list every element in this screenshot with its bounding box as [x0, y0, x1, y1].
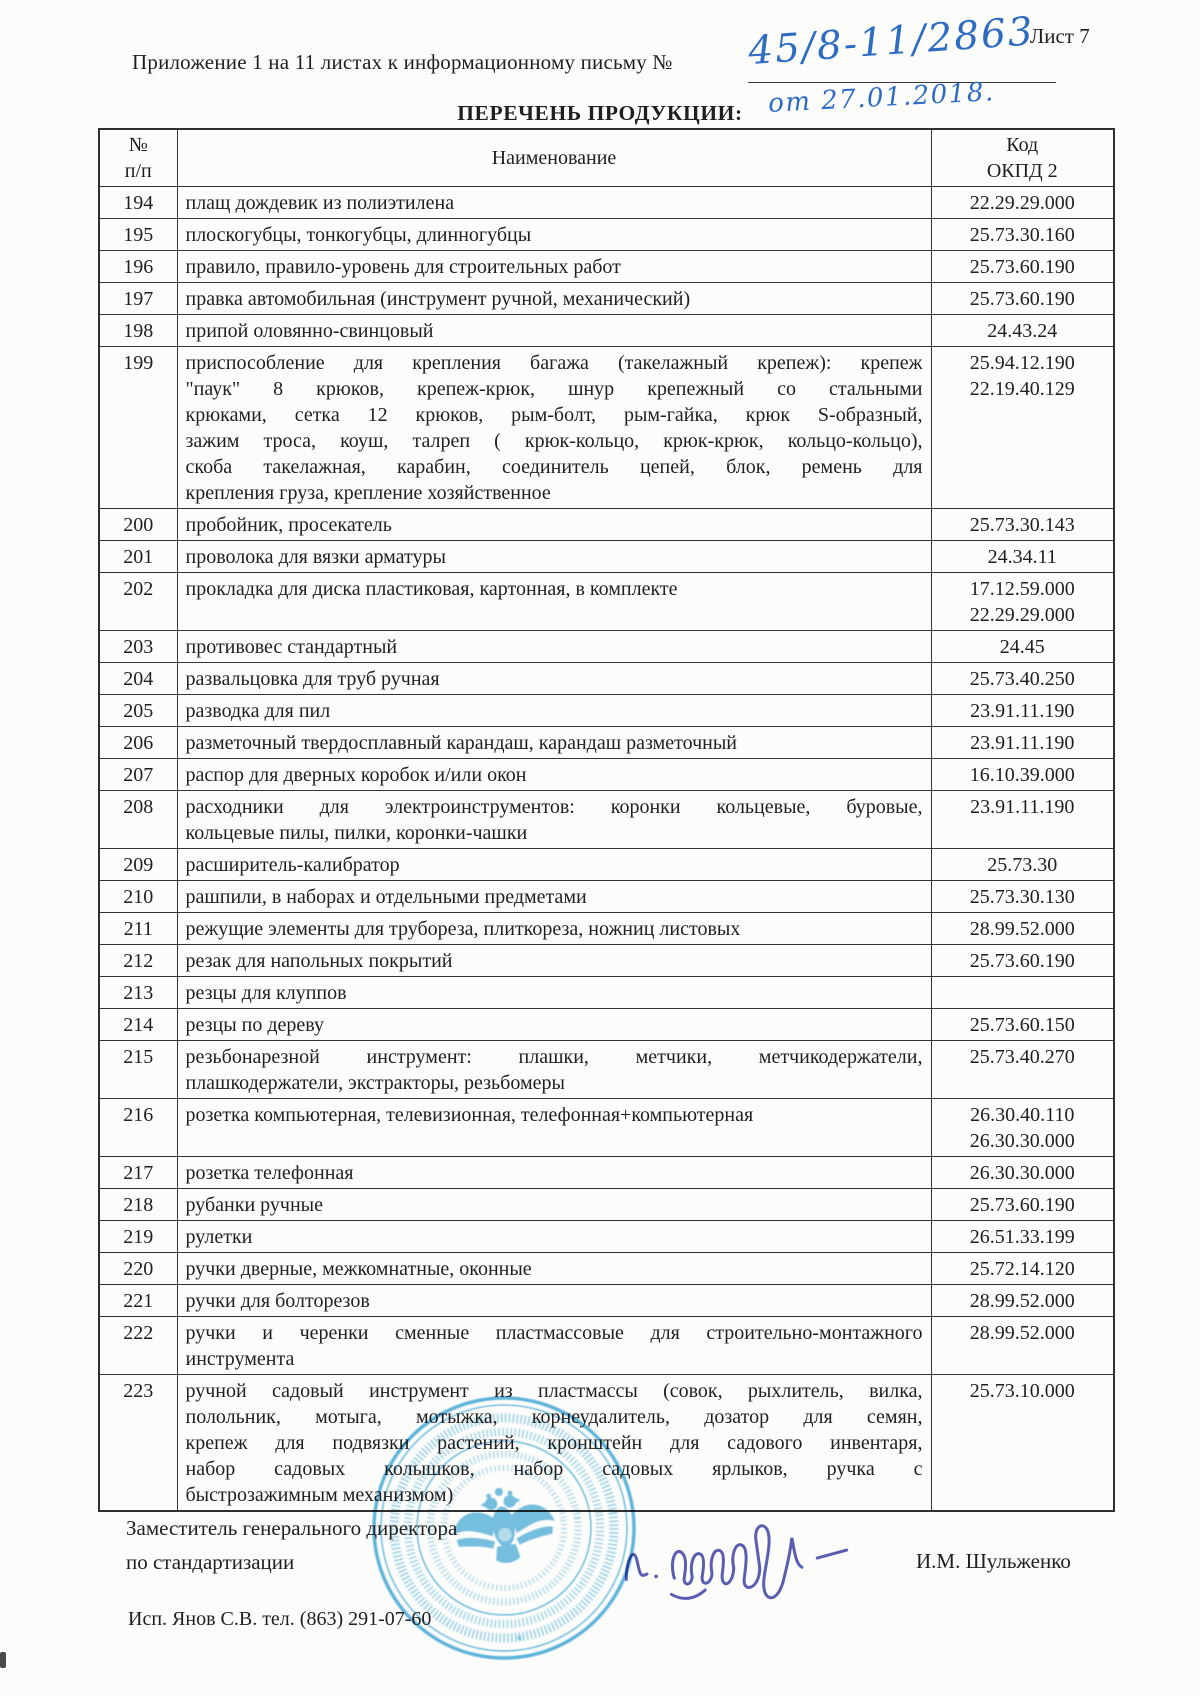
product-name-cell: [177, 881, 931, 913]
appendix-line: Приложение 1 на 11 листах к информационному письму №: [132, 50, 673, 74]
product-name-line: ручки дверные, межкомнатные, оконные: [185, 1258, 532, 1280]
product-name-line: ручки для болторезов: [185, 1290, 370, 1312]
product-name-line: приспособление для крепления багажа (такелажный крепеж): крепеж: [185, 352, 923, 374]
table-row: [99, 251, 1114, 283]
product-name-cell: [177, 1285, 931, 1317]
okpd2-code-cell: [931, 695, 1114, 727]
okpd2-code-cell: [931, 1317, 1114, 1375]
okpd2-code: 26.30.30.000: [969, 1130, 1075, 1152]
product-name-line: полольник, мотыга, мотыжка, корнеудалитель, дозатор для семян,: [185, 1406, 923, 1428]
row-number: 210: [99, 881, 177, 913]
product-name-cell: [177, 849, 931, 881]
row-number: 203: [99, 631, 177, 663]
product-name-cell: [177, 347, 931, 509]
table-row: [99, 791, 1114, 849]
okpd2-code-cell: [931, 1285, 1114, 1317]
row-number: 197: [99, 283, 177, 315]
okpd2-code-cell: [931, 283, 1114, 315]
product-name-line: скоба такелажная, карабин, соединитель цепей, блок, ремень для: [185, 456, 923, 478]
row-number: 213: [99, 977, 177, 1009]
product-name-cell: [177, 509, 931, 541]
okpd2-code: 23.91.11.190: [970, 700, 1075, 722]
okpd2-code: 25.73.30.143: [969, 514, 1075, 536]
okpd2-code: 28.99.52.000: [969, 1322, 1075, 1344]
header-name: [177, 129, 931, 187]
table-row: [99, 1285, 1114, 1317]
table-row: [99, 663, 1114, 695]
double-headed-eagle-icon: [448, 1481, 560, 1570]
okpd2-code-cell: [931, 1375, 1114, 1512]
product-name-line: припой оловянно-свинцовый: [185, 320, 434, 342]
table-row: [99, 573, 1114, 631]
handwritten-date: от 27.01.2018.: [767, 77, 996, 119]
okpd2-code: 28.99.52.000: [969, 918, 1075, 940]
row-number: 221: [99, 1285, 177, 1317]
product-name-cell: [177, 315, 931, 347]
row-number: 209: [99, 849, 177, 881]
table-row: [99, 913, 1114, 945]
product-name-cell: [177, 251, 931, 283]
header-num-line1: №: [128, 134, 148, 156]
product-name-cell: [177, 977, 931, 1009]
product-name-line: рубанки ручные: [185, 1194, 323, 1216]
okpd2-code: 22.29.29.000: [969, 192, 1075, 214]
row-number: 217: [99, 1157, 177, 1189]
signer-name: И.М. Шульженко: [916, 1549, 1071, 1573]
table-row: [99, 1009, 1114, 1041]
product-name-line: разметочный твердосплавный карандаш, карандаш разметочный: [185, 732, 738, 754]
product-name-cell: [177, 695, 931, 727]
okpd2-code: 24.34.11: [987, 546, 1057, 568]
table-row: [99, 881, 1114, 913]
product-name-line: рашпили, в наборах и отдельными предметами: [185, 886, 587, 908]
okpd2-code: 25.94.12.190: [969, 352, 1075, 374]
row-number: 194: [99, 187, 177, 219]
product-name-cell: [177, 631, 931, 663]
table-header-row: [99, 129, 1114, 187]
row-number: 205: [99, 695, 177, 727]
okpd2-code: 26.30.30.000: [969, 1162, 1075, 1184]
product-name-line: прокладка для диска пластиковая, картонная, в комплекте: [185, 578, 678, 600]
product-name-line: розетка компьютерная, телевизионная, телефонная+компьютерная: [185, 1104, 754, 1126]
product-name-cell: [177, 913, 931, 945]
product-name-line: режущие элементы для трубореза, плиткореза, ножниц листовых: [185, 918, 741, 940]
okpd2-code: 23.91.11.190: [970, 732, 1075, 754]
product-name-line: развальцовка для труб ручная: [185, 668, 440, 690]
header-code-line1: Код: [1006, 134, 1039, 156]
product-name-cell: [177, 187, 931, 219]
okpd2-code-cell: [931, 573, 1114, 631]
table-row: [99, 945, 1114, 977]
row-number: 223: [99, 1375, 177, 1512]
table-row: [99, 695, 1114, 727]
product-name-cell: [177, 219, 931, 251]
table-row: [99, 1317, 1114, 1375]
okpd2-code: 25.73.60.190: [969, 1194, 1075, 1216]
table-row: [99, 187, 1114, 219]
okpd2-code-cell: [931, 849, 1114, 881]
okpd2-code: 22.29.29.000: [969, 604, 1075, 626]
row-number: 198: [99, 315, 177, 347]
okpd2-code-cell: [931, 251, 1114, 283]
okpd2-code-cell: [931, 727, 1114, 759]
okpd2-code-cell: [931, 1041, 1114, 1099]
product-name-line: быстрозажимным механизмом): [185, 1484, 454, 1506]
product-name-line: плоскогубцы, тонкогубцы, длинногубцы: [185, 224, 532, 246]
table-row: [99, 1253, 1114, 1285]
table-row: [99, 509, 1114, 541]
handwritten-ref-number: 45/8-11/2863: [746, 9, 1037, 75]
product-name-line: разводка для пил: [185, 700, 331, 722]
product-name-line: правка автомобильная (инструмент ручной, механический): [185, 288, 691, 310]
okpd2-code: 25.73.60.190: [969, 288, 1075, 310]
products-table: [98, 128, 1115, 1512]
row-number: 202: [99, 573, 177, 631]
product-name-cell: [177, 945, 931, 977]
okpd2-code-cell: [931, 791, 1114, 849]
product-name-cell: [177, 791, 931, 849]
row-number: 195: [99, 219, 177, 251]
table-row: [99, 727, 1114, 759]
row-number: 207: [99, 759, 177, 791]
signer-position-line1: Заместитель генерального директора: [126, 1516, 458, 1540]
row-number: 204: [99, 663, 177, 695]
product-name-cell: [177, 283, 931, 315]
table-row: [99, 541, 1114, 573]
row-number: 216: [99, 1099, 177, 1157]
okpd2-code-cell: [931, 315, 1114, 347]
okpd2-code-cell: [931, 663, 1114, 695]
product-name-line: резьбонарезной инструмент: плашки, метчики, метчикодержатели,: [185, 1046, 923, 1068]
header-name-label: Наименование: [491, 147, 617, 169]
okpd2-code: 25.73.40.250: [969, 668, 1075, 690]
okpd2-code: 26.30.40.110: [970, 1104, 1075, 1126]
okpd2-code: 25.73.60.150: [969, 1014, 1075, 1036]
row-number: 222: [99, 1317, 177, 1375]
okpd2-code-cell: [931, 541, 1114, 573]
okpd2-code-cell: [931, 945, 1114, 977]
product-name-cell: [177, 663, 931, 695]
row-number: 215: [99, 1041, 177, 1099]
row-number: 219: [99, 1221, 177, 1253]
okpd2-code: 28.99.52.000: [969, 1290, 1075, 1312]
product-name-cell: [177, 759, 931, 791]
product-name-line: плашкодержатели, экстракторы, резьбомеры: [185, 1072, 565, 1094]
okpd2-code: 25.73.30: [987, 854, 1058, 876]
table-row: [99, 219, 1114, 251]
table-row: [99, 347, 1114, 509]
okpd2-code-cell: [931, 1009, 1114, 1041]
product-name-line: расширитель-калибратор: [185, 854, 400, 876]
okpd2-code: 26.51.33.199: [969, 1226, 1075, 1248]
row-number: 200: [99, 509, 177, 541]
table-row: [99, 631, 1114, 663]
row-number: 199: [99, 347, 177, 509]
product-name-cell: [177, 1041, 931, 1099]
product-name-line: крепления груза, крепление хозяйственное: [185, 482, 551, 504]
product-name-cell: [177, 1189, 931, 1221]
okpd2-code: 24.45: [999, 636, 1045, 658]
product-name-cell: [177, 1009, 931, 1041]
product-name-line: кольцевые пилы, пилки, коронки-чашки: [185, 822, 528, 844]
okpd2-code-cell: [931, 759, 1114, 791]
signature-scribble: [612, 1496, 912, 1646]
product-name-line: резцы для клуппов: [185, 982, 347, 1004]
product-name-cell: [177, 573, 931, 631]
product-name-line: зажим троса, коуш, талреп ( крюк-кольцо, крюк-крюк, кольцо-кольцо),: [185, 430, 923, 452]
product-name-line: набор садовых колышков, набор садовых ярлыков, ручка с: [185, 1458, 923, 1480]
table-row: [99, 759, 1114, 791]
okpd2-code-cell: [931, 187, 1114, 219]
product-name-line: розетка телефонная: [185, 1162, 354, 1184]
okpd2-code: 25.73.60.190: [969, 950, 1075, 972]
signer-position-line2: по стандартизации: [126, 1550, 295, 1574]
product-name-line: ручной садовый инструмент из пластмассы (совок, рыхлитель, вилка,: [185, 1380, 923, 1402]
row-number: 212: [99, 945, 177, 977]
row-number: 201: [99, 541, 177, 573]
product-name-line: "паук" 8 крюков, крепеж-крюк, шнур крепежный со стальными: [185, 378, 923, 400]
okpd2-code-cell: [931, 347, 1114, 509]
header-num: [99, 129, 177, 187]
executor-contact-line: Исп. Янов С.В. тел. (863) 291-07-60: [128, 1608, 432, 1630]
product-name-line: плащ дождевик из полиэтилена: [185, 192, 455, 214]
product-name-line: распор для дверных коробок и/или окон: [185, 764, 527, 786]
okpd2-code-cell: [931, 509, 1114, 541]
product-name-line: противовес стандартный: [185, 636, 398, 658]
okpd2-code: 24.43.24: [987, 320, 1058, 342]
table-row: [99, 283, 1114, 315]
row-number: 208: [99, 791, 177, 849]
product-name-cell: [177, 1317, 931, 1375]
okpd2-code-cell: [931, 881, 1114, 913]
row-number: 196: [99, 251, 177, 283]
product-name-line: резцы по дереву: [185, 1014, 325, 1036]
okpd2-code: 23.91.11.190: [970, 796, 1075, 818]
table-row: [99, 1157, 1114, 1189]
product-name-line: резак для напольных покрытий: [185, 950, 453, 972]
row-number: 220: [99, 1253, 177, 1285]
row-number: 206: [99, 727, 177, 759]
product-name-line: проволока для вязки арматуры: [185, 546, 446, 568]
svg-text:*: *: [515, 1633, 525, 1650]
product-name-cell: [177, 1099, 931, 1157]
product-name-line: инструмента: [185, 1348, 295, 1370]
okpd2-code: 25.73.30.160: [969, 224, 1075, 246]
product-name-line: крюками, сетка 12 крюков, рым-болт, рым-гайка, крюк S-образный,: [185, 404, 923, 426]
okpd2-code: 16.10.39.000: [969, 764, 1075, 786]
header-code-line2: ОКПД 2: [986, 160, 1058, 182]
header-num-line2: п/п: [124, 160, 152, 182]
page-title: ПЕРЕЧЕНЬ ПРОДУКЦИИ:: [457, 101, 743, 125]
okpd2-code-cell: [931, 1157, 1114, 1189]
okpd2-code: 25.73.30.130: [969, 886, 1075, 908]
okpd2-code-cell: [931, 1099, 1114, 1157]
okpd2-code: 25.72.14.120: [969, 1258, 1075, 1280]
okpd2-code: 25.73.60.190: [969, 256, 1075, 278]
product-name-line: расходники для электроинструментов: коронки кольцевые, буровые,: [185, 796, 923, 818]
okpd2-code-cell: [931, 219, 1114, 251]
scan-artifact: [0, 1652, 6, 1668]
okpd2-code-cell: [931, 977, 1114, 1009]
product-name-line: крепеж для подвязки растений, кронштейн для садового инвентаря,: [185, 1432, 923, 1454]
product-name-cell: [177, 1221, 931, 1253]
table-row: [99, 1221, 1114, 1253]
table-row: [99, 977, 1114, 1009]
okpd2-code-cell: [931, 1221, 1114, 1253]
okpd2-code: 17.12.59.000: [969, 578, 1075, 600]
okpd2-code-cell: [931, 631, 1114, 663]
row-number: 214: [99, 1009, 177, 1041]
okpd2-code: 25.73.10.000: [969, 1380, 1075, 1402]
okpd2-code-cell: [931, 1189, 1114, 1221]
table-row: [99, 315, 1114, 347]
product-name-cell: [177, 1157, 931, 1189]
table-row: [99, 1041, 1114, 1099]
table-row: [99, 1189, 1114, 1221]
header-code: [931, 129, 1114, 187]
okpd2-code: 22.19.40.129: [969, 378, 1075, 400]
product-name-cell: [177, 1253, 931, 1285]
product-name-line: рулетки: [185, 1226, 253, 1248]
sheet-number-label: Лист 7: [1030, 24, 1090, 48]
row-number: 211: [99, 913, 177, 945]
table-row: [99, 849, 1114, 881]
product-name-line: пробойник, просекатель: [185, 514, 392, 536]
okpd2-code-cell: [931, 913, 1114, 945]
products-table-body: [99, 187, 1114, 1512]
table-row: [99, 1099, 1114, 1157]
product-name-cell: [177, 727, 931, 759]
product-name-cell: [177, 541, 931, 573]
okpd2-code: 25.73.40.270: [969, 1046, 1075, 1068]
row-number: 218: [99, 1189, 177, 1221]
product-name-line: ручки и черенки сменные пластмассовые для строительно-монтажного: [185, 1322, 923, 1344]
product-name-line: правило, правило-уровень для строительных работ: [185, 256, 621, 278]
okpd2-code-cell: [931, 1253, 1114, 1285]
